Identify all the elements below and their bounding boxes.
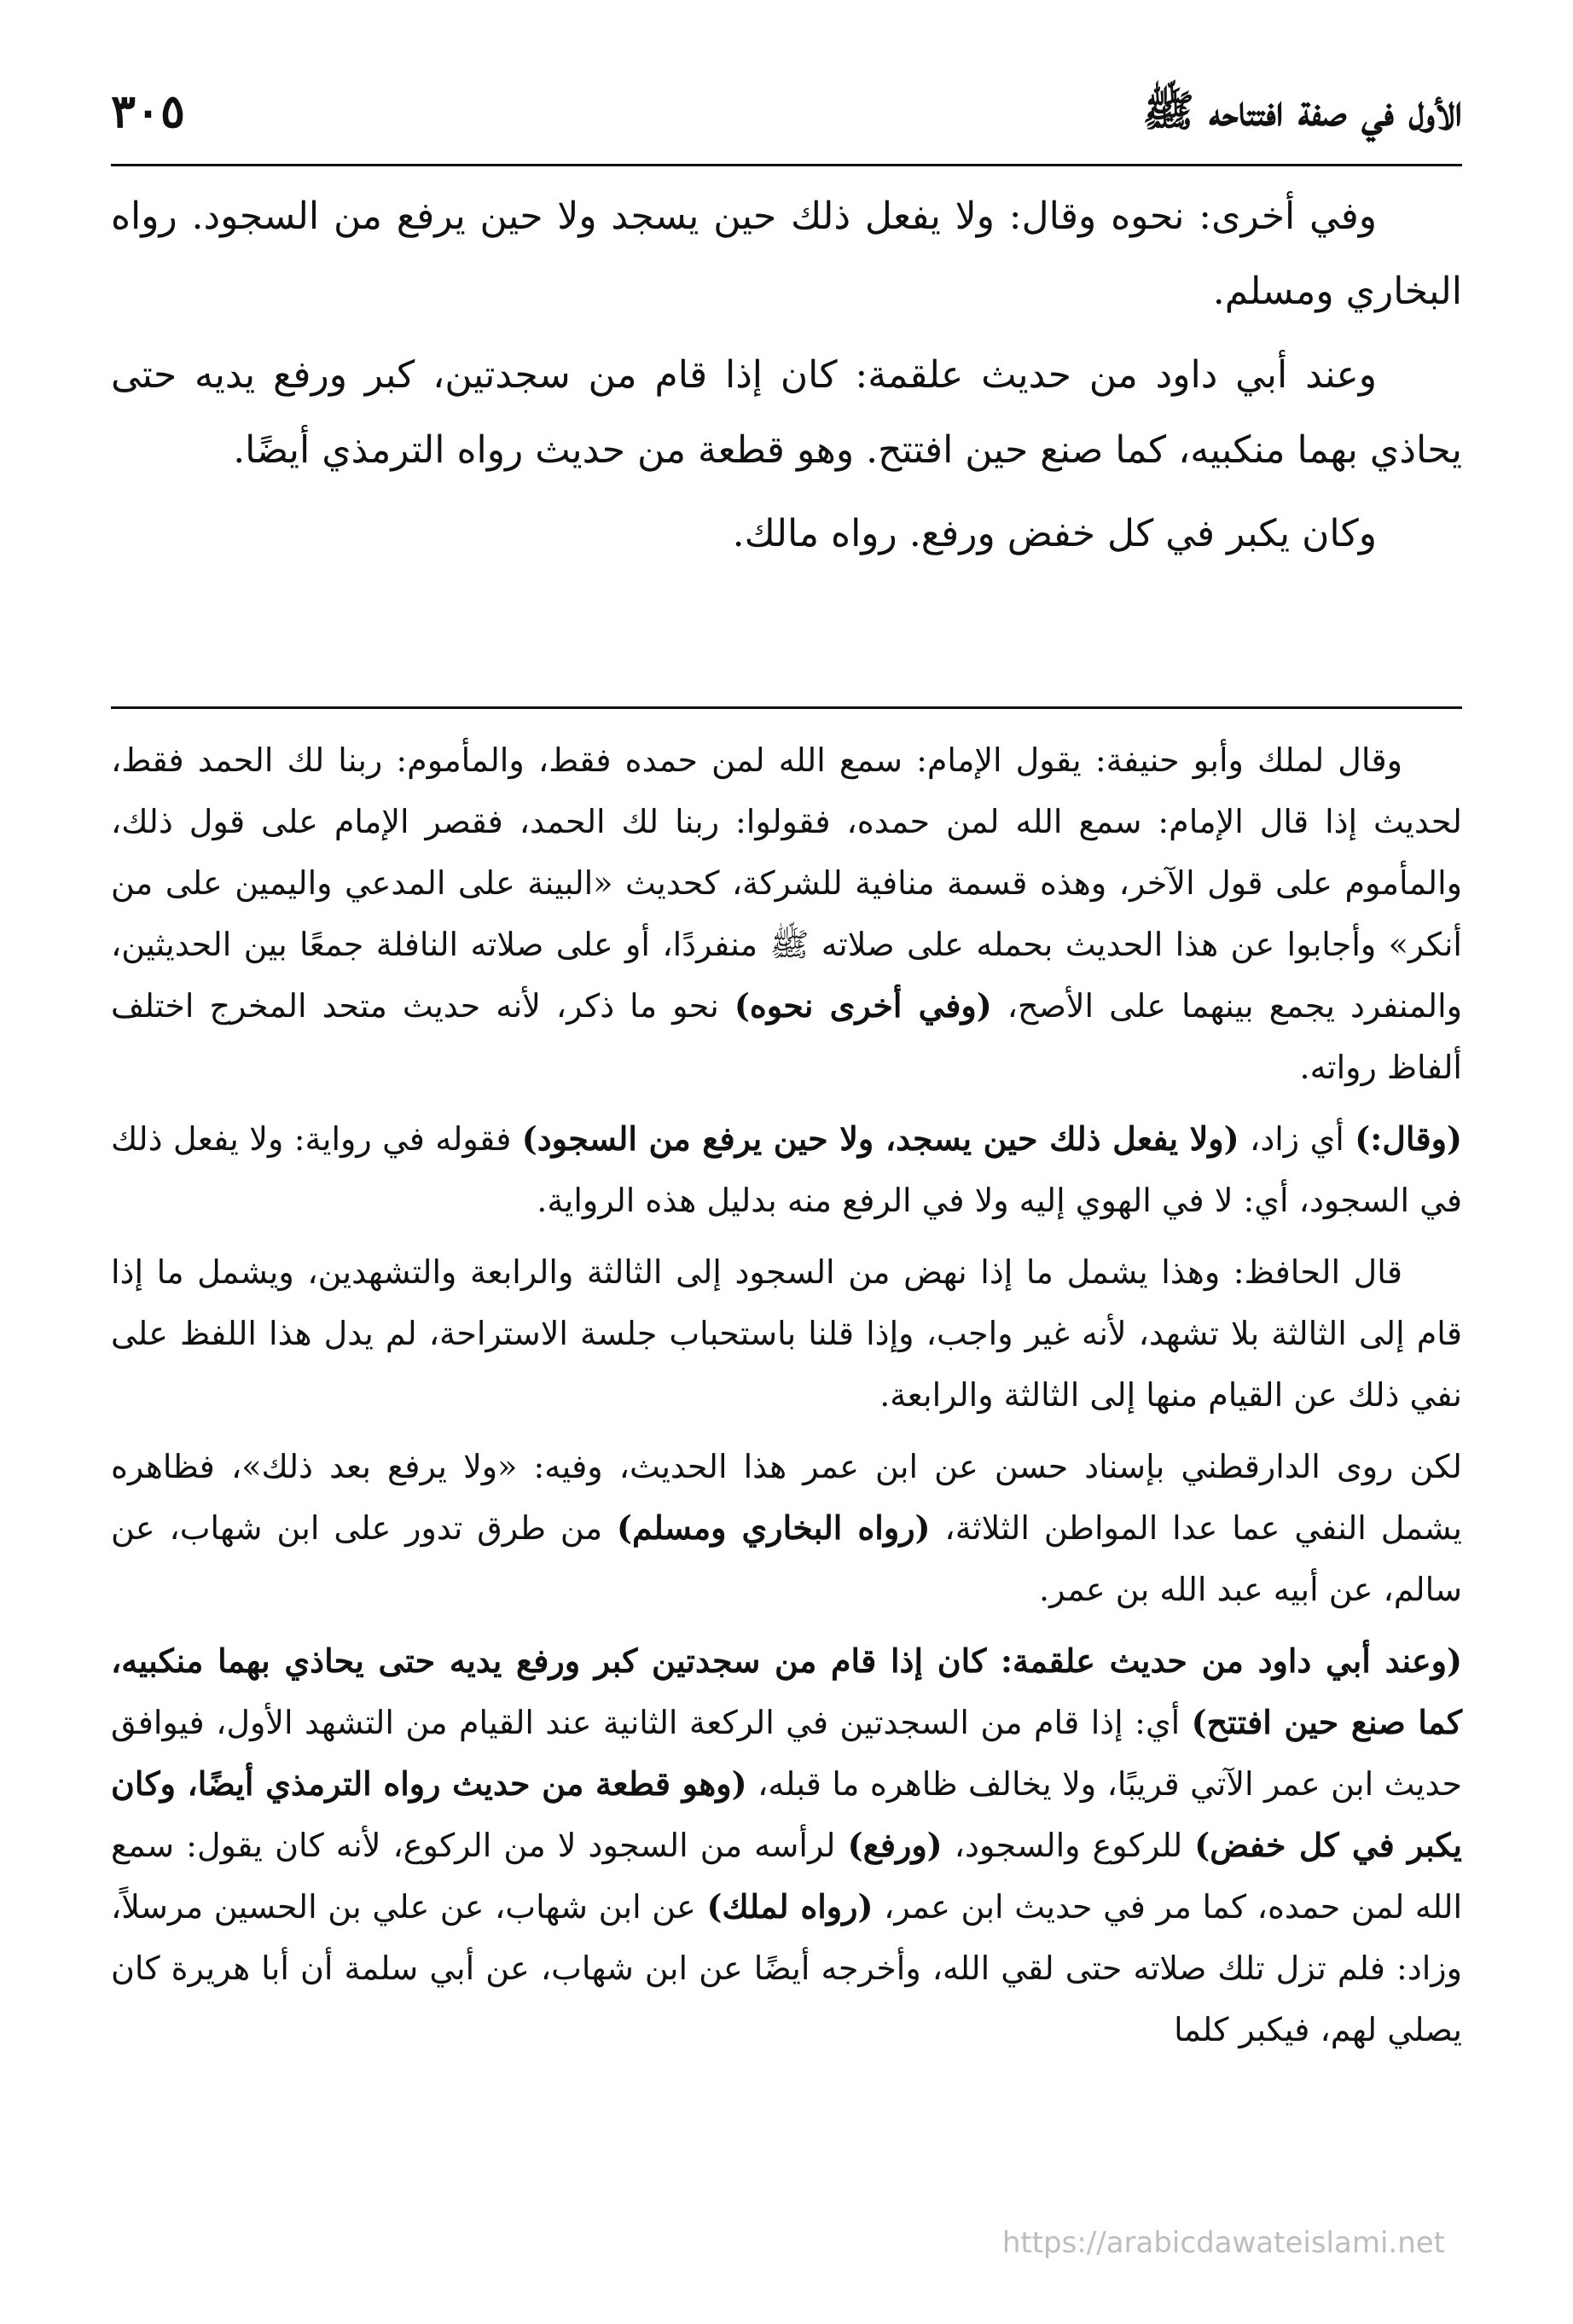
footnote-separator	[111, 706, 1462, 709]
page-number: ٣٠٥	[111, 84, 186, 138]
commentary-text: فقوله في رواية: ولا يفعل ذلك في السجود، أي: لا في الهوي إليه ولا في الرفع منه بدليل هذه الرواية.	[111, 1120, 1462, 1219]
commentary-paragraph	[111, 1436, 1462, 1620]
commentary-text: لكن روى الدارقطني بإسناد حسن عن ابن عمر هذا الحديث، وفيه: «ولا يرفع بعد ذلك»، فظاهره يشمل النفي عما عدا المواطن الثلاثة،	[111, 1448, 1462, 1547]
main-paragraph: وعند أبي داود من حديث علقمة: كان إذا قام من سجدتين، كبر ورفع يديه حتى يحاذي بهما منكبيه، كما صنع حين افتتح. وهو قطعة من حديث رواه الترمذي أيضًا.	[111, 353, 1462, 472]
commentary-paragraph	[111, 729, 1462, 1098]
quoted-matn: (وعند أبي داود من حديث علقمة: كان إذا قام من سجدتين كبر ورفع يديه حتى يحاذي بهما منكبيه، كما صنع حين افتتح)	[111, 1641, 1462, 1741]
main-paragraph: وكان يكبر في كل خفض ورفع. رواه مالك.	[732, 512, 1377, 555]
commentary-paragraph	[111, 1630, 1462, 2060]
commentary-text: عن ابن شهاب، عن علي بن الحسين مرسلاً، وزاد: فلم تزل تلك صلاته حتى لقي الله، وأخرجه أيضًا عن ابن شهاب، عن أبي سلمة أن أبا هريرة كان يصلي لهم، فيكبر كلما	[111, 1888, 1462, 2048]
quoted-matn: (وقال:)	[1355, 1119, 1462, 1158]
watermark-url: https://arabicdawateislami.net	[1001, 2226, 1445, 2260]
commentary	[111, 729, 1462, 2071]
commentary-text: أي: إذا قام من السجدتين في الركعة الثانية عند القيام من التشهد الأول، فيوافق حديث ابن عمر الآتي قريبًا، ولا يخالف ظاهره ما قبله،	[111, 1704, 1462, 1803]
quoted-matn: (ولا يفعل ذلك حين يسجد، ولا حين يرفع من السجود)	[521, 1119, 1239, 1158]
quoted-matn: (وفي أخرى نحوه)	[734, 986, 992, 1025]
commentary-text: من طرق تدور على ابن شهاب، عن سالم، عن أبيه عبد الله بن عمر.	[111, 1509, 1462, 1608]
commentary-text: للركوع والسجود،	[942, 1827, 1195, 1864]
commentary-text: نحو ما ذكر، لأنه حديث متحد المخرج اختلف ألفاظ رواته.	[111, 987, 1462, 1086]
quoted-matn: (رواه البخاري ومسلم)	[617, 1508, 931, 1547]
commentary-paragraph: قال الحافظ: وهذا يشمل ما إذا نهض من السجود إلى الثالثة والرابعة والتشهدين، ويشمل ما إذا قام إلى الثالثة بلا تشهد، لأنه غير واجب، وإذا قلنا باستحباب جلسة الاستراحة، لم يدل هذا اللفظ على نفي ذلك عن القيام منها إلى الثالثة والرابعة.	[111, 1253, 1462, 1414]
header-rule	[111, 164, 1462, 166]
commentary-text: وقال لملك وأبو حنيفة: يقول الإمام: سمع الله لمن حمده فقط، والمأموم: ربنا لك الحمد فقط، لحديث إذا قال الإمام: سمع الله لمن حمده، فقولوا: ربنا لك الحمد، فقصر الإمام على قول ذلك، والمأموم على قول الآخر، وهذه قسمة منافية للشركة، كحديث «البينة على المدعي واليمين على من أنكر» وأجابوا عن هذا الحديث بحمله على صلاته ﷺ منفردًا، أو على صلاته النافلة جمعًا بين الحديثين، والمنفرد يجمع بينهما على الأصح،	[111, 741, 1462, 1025]
commentary-paragraph	[111, 1108, 1462, 1231]
quoted-matn: (ورفع)	[847, 1826, 943, 1864]
commentary-text: لرأسه من السجود لا من الركوع، لأنه كان يقول: سمع الله لمن حمده، كما مر في حديث ابن عمر،	[111, 1827, 1462, 1926]
quoted-matn: (وهو قطعة من حديث رواه الترمذي أيضًا، وكان يكبر في كل خفض)	[111, 1764, 1462, 1864]
commentary-text: أي زاد،	[1239, 1120, 1355, 1158]
main-text	[111, 179, 1462, 580]
main-paragraph: وفي أخرى: نحوه وقال: ولا يفعل ذلك حين يسجد ولا حين يرفع من السجود. رواه البخاري ومسلم.	[111, 195, 1462, 313]
running-title: الأول في صفة افتتاحه ﷺ	[1142, 85, 1462, 136]
quoted-matn: (رواه لملك)	[706, 1887, 874, 1926]
page-header	[111, 78, 1462, 155]
